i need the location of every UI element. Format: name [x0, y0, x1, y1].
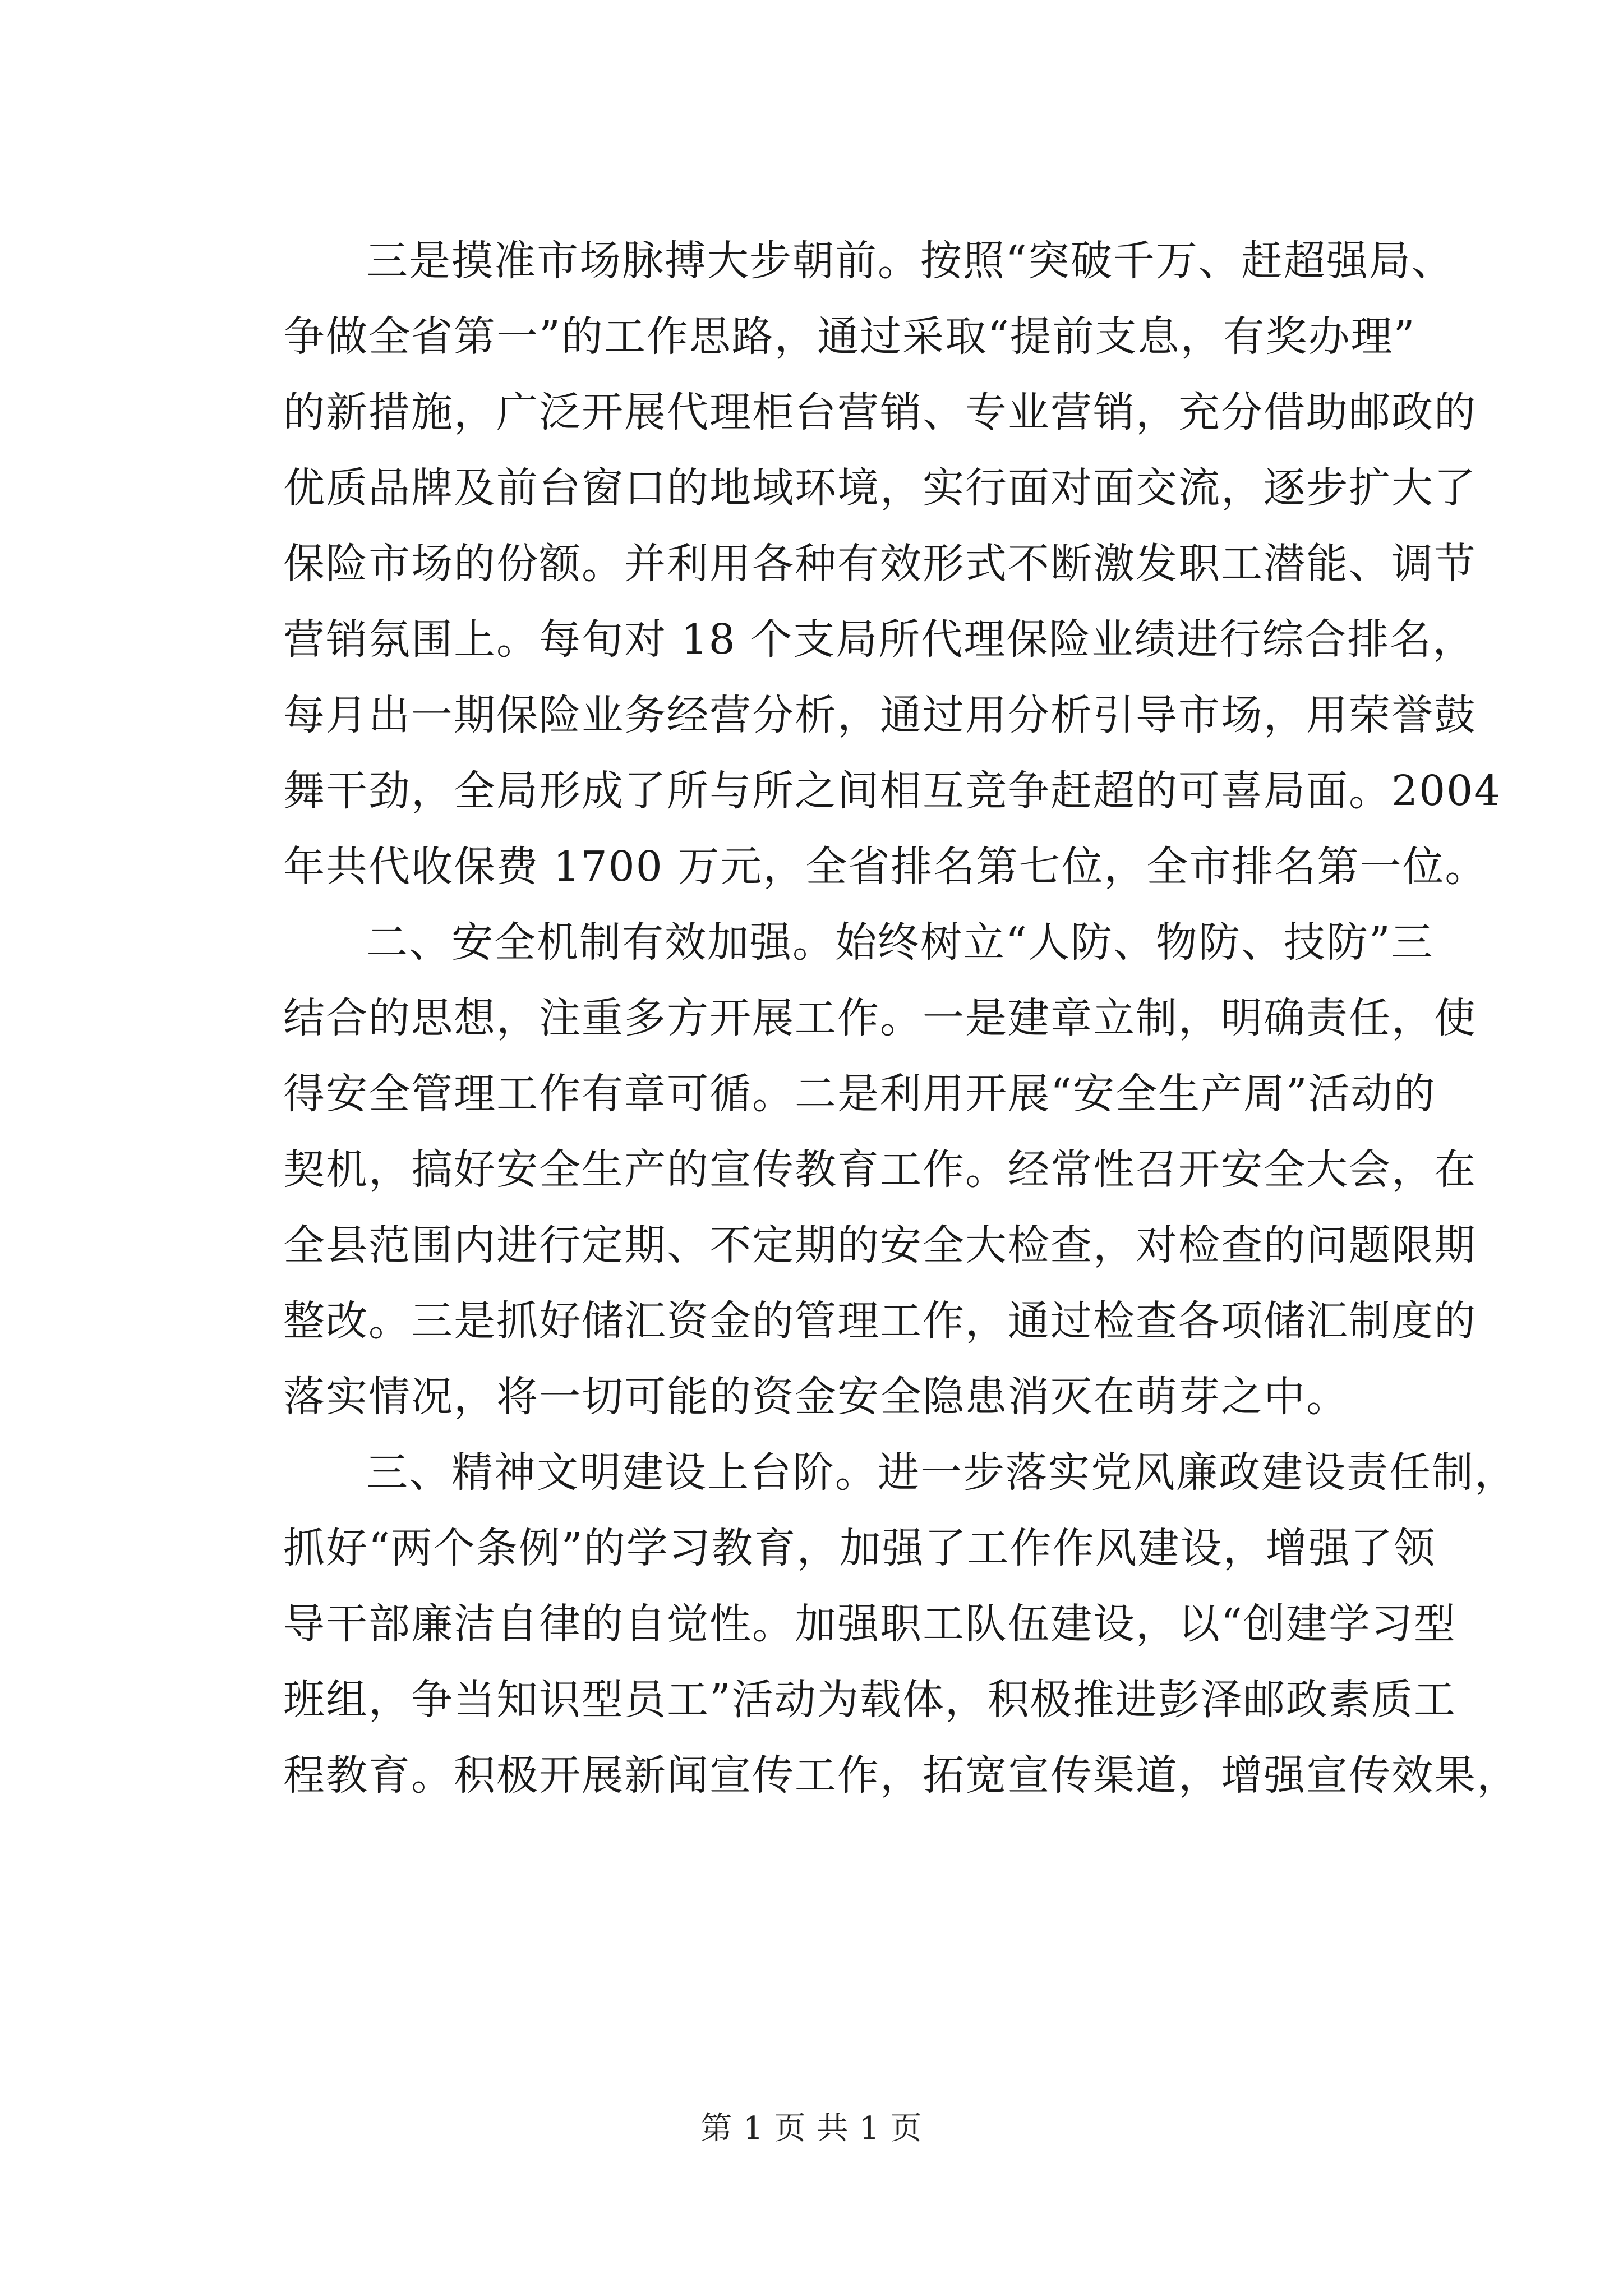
text-line: 程教育。积极开展新闻宣传工作，拓宽宣传渠道，增强宣传效果，	[283, 1751, 1519, 1800]
text-line: 每月出一期保险业务经营分析，通过用分析引导市场，用荣誉鼓	[283, 691, 1477, 739]
document-body	[283, 223, 1519, 1814]
text-line: 全县范围内进行定期、不定期的安全大检查，对检查的问题限期	[283, 1221, 1477, 1269]
text-line: 整改。三是抓好储汇资金的管理工作，通过检查各项储汇制度的	[283, 1297, 1477, 1345]
text-line: 落实情况，将一切可能的资金安全隐患消灭在萌芽之中。	[283, 1373, 1349, 1421]
paragraph-market	[283, 223, 1502, 905]
page-footer	[0, 2106, 1623, 2151]
text-line: 二、安全机制有效加强。始终树立“人防、物防、技防”三	[366, 918, 1434, 967]
text-line: 抓好“两个条例”的学习教育，加强了工作作风建设，增强了领	[283, 1524, 1436, 1572]
text-line: 导干部廉洁自律的自觉性。加强职工队伍建设，以“创建学习型	[283, 1600, 1456, 1648]
text-line: 争做全省第一”的工作思路，通过采取“提前支息，有奖办理”	[283, 312, 1416, 361]
text-line: 三是摸准市场脉搏大步朝前。按照“突破千万、赶超强局、	[366, 237, 1454, 285]
paragraph-safety	[283, 905, 1477, 1435]
text-line: 年共代收保费 1700 万元，全省排名第七位，全市排名第一位。	[283, 843, 1488, 891]
text-line: 优质品牌及前台窗口的地域环境，实行面对面交流，逐步扩大了	[283, 464, 1477, 512]
text-line: 保险市场的份额。并利用各种有效形式不断激发职工潜能、调节	[283, 540, 1477, 588]
text-line: 营销氛围上。每旬对 18 个支局所代理保险业绩进行综合排名，	[283, 615, 1476, 664]
text-line: 契机，搞好安全生产的宣传教育工作。经常性召开安全大会，在	[283, 1145, 1477, 1194]
text-line: 结合的思想，注重多方开展工作。一是建章立制，明确责任，使	[283, 994, 1477, 1042]
text-line: 舞干劲，全局形成了所与所之间相互竞争赶超的可喜局面。2004	[283, 767, 1502, 815]
text-line: 的新措施，广泛开展代理柜台营销、专业营销，充分借助邮政的	[283, 388, 1477, 436]
page-number: 第 1 页 共 1 页	[700, 2110, 923, 2147]
text-line: 班组，争当知识型员工”活动为载体，积极推进彭泽邮政素质工	[283, 1676, 1456, 1724]
text-line: 得安全管理工作有章可循。二是利用开展“安全生产周”活动的	[283, 1070, 1436, 1118]
text-line: 三、精神文明建设上台阶。进一步落实党风廉政建设责任制，	[366, 1448, 1517, 1497]
paragraph-civilization	[283, 1435, 1519, 1814]
